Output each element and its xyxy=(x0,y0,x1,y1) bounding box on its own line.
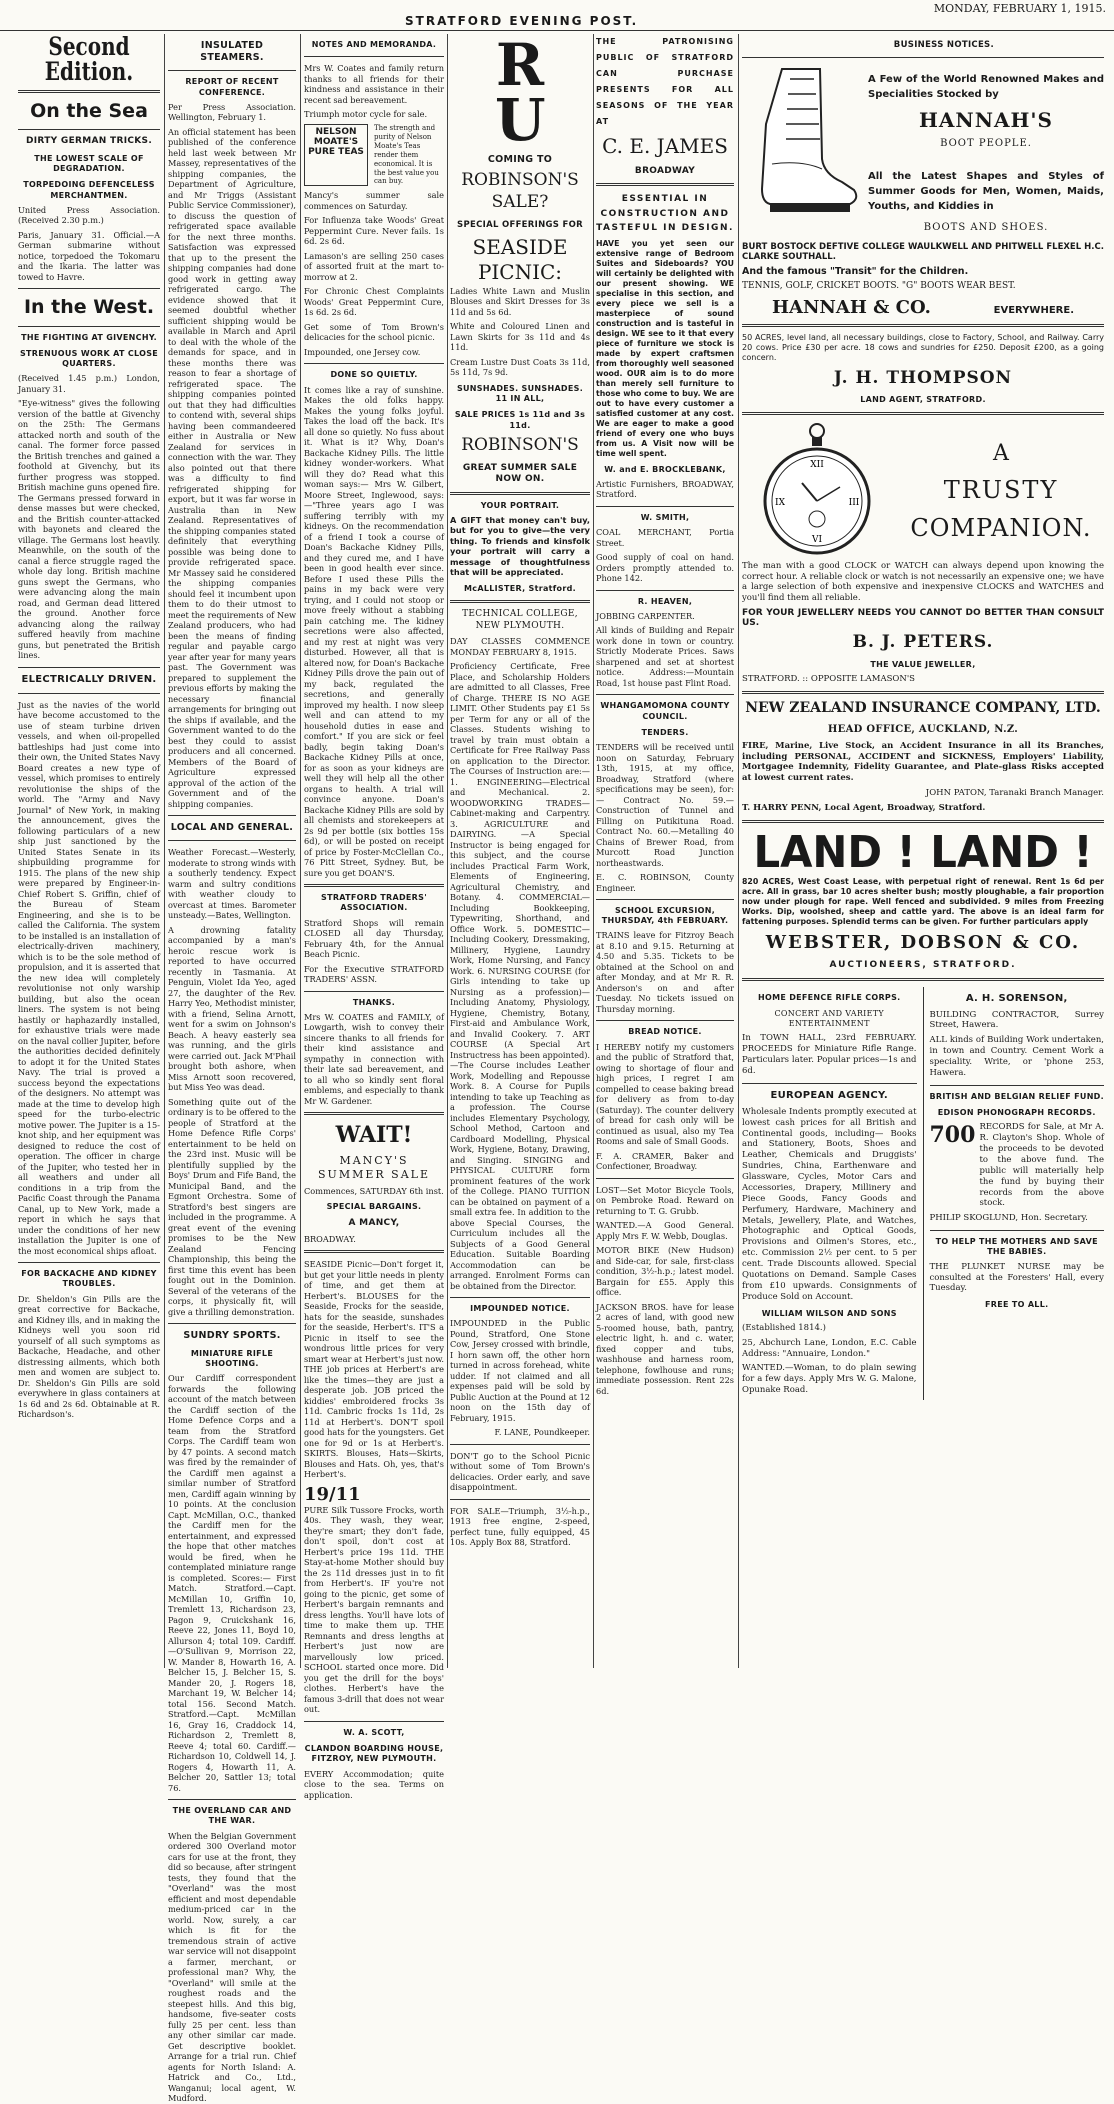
tech-body: Proficiency Certificate, Free Place, and Scholarship Holders are admitted to all Classes, Free of Charge. THERE IS NO AGE LIMIT. Other Students pay £1 5s per Term for any or all of the Classes. Students wishing to travel by train must obtain a Certificate for Free Railway Pass on application to the Director. The Courses of Instruction are:— 1. ENGINEERING—Electrical and Mechanical. 2. WOODWORKING TRADES—Cabinet-making and Carpentry. 3. AGRICULTURE and DAIRYING. —A Special Instructor is being engaged for this subject, and the course includes Practical Farm Work, Elements of Engineering, Agricultural Chemistry, and Botany. 4. COMMERCIAL—Including Bookkeeping, Typewriting, Shorthand, and Office Work. 5. DOMESTIC—Including Cookery, Dressmaking, Millinery, Hygiene, Laundry Work, Home Nursing, and Fancy Work. 6. NURSING COURSE (for Girls intending to take up Nursing as a profession)—Including Anatomy, Physiology, Hygiene, Chemistry, Botany, First-aid and Ambulance Work, and Invalid Cookery. 7. ART COURSE (A Special Art Instructress has been appointed).—The Course includes Leather Work, Modelling and Repousse Work. 8. A Course for Pupils intending to take up Teaching as a profession. The Course includes Elementary Psychology, School Method, Cartoon and Cardboard Modelling, Physical Work, Hygiene, Botany, Drawing, and Singing. SINGING and PHYSICAL CULTURE form prominent features of the work of the College. PIANO TUITION can be obtained on payment of a small extra fee. In addition to the above Special Courses, the Curriculum includes all the Subjects of a Good General Education. Suitable Boarding Accommodation can be arranged. Enrolment Forms can be obtained from the Director. xyxy=(450,661,590,1291)
skoglund: PHILIP SKOGLUND, Hon. Secretary. xyxy=(929,1213,1088,1224)
sorenson-sub: BUILDING CONTRACTOR, Surrey Street, Hawera. xyxy=(929,1009,1104,1031)
local-body-weather: Weather Forecast.—Westerly, moderate to strong winds with a southerly tendency. Expect warm and sultry conditions with weather cloudy to overcast at times. Barometer unsteady.—Bates, Wellington. xyxy=(168,847,296,921)
wait-heading: WAIT! xyxy=(335,1122,413,1149)
report-heading: REPORT OF RECENT CONFERENCE. xyxy=(185,77,279,97)
european-body: Wholesale Indents promptly executed at lowest cash prices for all British and Continental goods, including— Books and Stationery, Boots, Shoes and Leather, Chemicals and Druggists' Sundries, China, Earthenware and Glassware, Cycles, Motor Cars and Accessories, Drapery, Millinery and Piece Goods, Fancy Goods and Perfumery, Hardware, Machinery and Metals, Jewellery, Plate, and Watches, Photographic and Optical Goods, Provisions and Oilmen's Stores, etc., etc. Commission 2½ per cent. to 5 per cent. Trade Discounts allowed. Special Quotations on Demand. Sample Cases from £10 upwards. Consignments of Produce Sold on Account. xyxy=(742,1106,917,1302)
robinsons-title-2: ROBINSON'S xyxy=(461,434,579,455)
boot-brands: BURT BOSTOCK DEFTIVE COLLEGE WAULKWELL AND PHITWELL FLEXEL H.C. CLARKE SOUTHALL. xyxy=(742,242,1104,263)
hannah-footer xyxy=(772,297,1074,318)
torpedoing-heading: TORPEDOING DEFENCELESS MERCHANTMEN. xyxy=(23,180,155,200)
givenchy-heading: THE FIGHTING AT GIVENCHY. xyxy=(21,332,157,342)
sale-prices: SALE PRICES 1s 11d and 3s 11d. xyxy=(454,410,586,430)
impound-heading: IMPOUNDED NOTICE. xyxy=(470,1304,570,1314)
masthead-date: MONDAY, FEBRUARY 1, 1915. xyxy=(933,2,1106,15)
heaven-name: R. HEAVEN, xyxy=(637,596,693,606)
nzi-office: HEAD OFFICE, AUCKLAND, N.Z. xyxy=(827,723,1019,735)
patron-text: THE PATRONISING PUBLIC OF STRATFORD CAN PURCHASE PRESENTS FOR ALL SEASONS OF THE YEAR AT xyxy=(596,37,734,126)
land-body: 820 ACRES, West Coast Lease, with perpetual right of renewal. Rent 1s 6d per acre. All in grass, bar 10 acres shelter bush; mostly ploughable, a fair proportion now under plough for rape. Well fenced and subdivided. 9 miles from Freezing Works. Dip, woolshed, sheep and cattle yard. The above is an ideal farm for fattening purposes. Splendid terms can be given. For further particulars apply xyxy=(742,877,1104,927)
tennis-line: TENNIS, GOLF, CRICKET BOOTS. "G" BOOTS WEAR BEST. xyxy=(742,281,1016,292)
mcallister: McALLISTER, Stratford. xyxy=(464,583,576,593)
wanted-woman-ad: WANTED.—Woman, to do plain sewing for a few days. Apply Mrs W. G. Malone, Opunake Road. xyxy=(742,1363,917,1396)
overland-heading: THE OVERLAND CAR AND THE WAR. xyxy=(172,1806,292,1826)
nelson-brand: NELSON MOATE'S PURE TEAS xyxy=(304,124,368,187)
business-heading: BUSINESS NOTICES. xyxy=(893,40,994,50)
brocklebank-name: W. and E. BROCKLEBANK, xyxy=(604,464,726,474)
tenders-sign: E. C. ROBINSON, County Engineer. xyxy=(596,872,734,893)
boot-icon xyxy=(742,64,862,234)
trusty-text xyxy=(898,421,1104,561)
bread-heading: BREAD NOTICE. xyxy=(628,1027,702,1037)
price-19-11: 19/11 xyxy=(304,1483,361,1505)
overland-body: When the Belgian Government ordered 300 Overland motor cars for use at the front, they did so because, after stringent tests, they found that the "Overland" was the most efficient and most dependable medium-priced car in the world. Now, surely, a car which is fit for the tremendous strain of active war service will not disappoint a farmer, merchant, or professional man? Why, the "Overland" will smile at the roughest roads and the steepest hills. And this big, handsome, five-seater costs fully 25 per cent. less than any other similar car made. Get descriptive booklet. Arrange for a trial run. Chief agents for North Island: A. Hatrick and Co., Ltd., Wanganui; local agent, W. Mudford. xyxy=(168,1830,296,2104)
hannah-boot-people: BOOT PEOPLE. xyxy=(940,137,1032,149)
strenuous-heading: STRENUOUS WORK AT CLOSE QUARTERS. xyxy=(19,348,159,369)
ladies-blouses: Ladies White Lawn and Muslin Blouses and Skirt Dresses for 3s 11d and 5s 6d. xyxy=(450,285,590,317)
column-6 xyxy=(742,34,1104,1668)
jackson-ad: JACKSON BROS. have for lease 2 acres of land, with good new 5-roomed house, bath, pantry, electric light, h. and c. water, fixed copper and tubs, washhouse and harness room, telephone, fowlhouse and runs; immediate possession. Rent 22s 6d. xyxy=(596,1301,734,1396)
portrait-heading: YOUR PORTRAIT. xyxy=(480,500,560,510)
plunket-body: THE PLUNKET NURSE may be consulted at the Foresters' Hall, every Tuesday. xyxy=(929,1261,1104,1294)
wilson-address: 25, Abchurch Lane, London, E.C. Cable Address: "Annuaire, London." xyxy=(742,1337,917,1359)
mancy-title: MANCY'S SUMMER SALE xyxy=(318,1153,430,1181)
rifle-body: Our Cardiff correspondent forwards the following account of the match between the Cardiff section of the Home Defence Corps and a team from the Stratford Corps. The Cardiff team won by 47 points. A second match was fired by the remainder of the Cardiff men against a similar number of Stratford men, Cardiff again winning by 10 points. At the conclusion Capt. McMillan, O.C., thanked the Cardiff men for the entertainment, and expressed the hope that other matches would be fired, when he contemplated miniature range is completed. Scores:— First Match. Stratford.—Capt. McMillan 10, Griffin 10, Tremlett 13, Richardson 23, Pagon 9, Cruickshank 16, Reeve 22, Jones 11, Boyd 10, Allurson 4; total 109. Cardiff.—O'Sullivan 9, Morrison 22, W. Mander 8, Howarth 16, A. Belcher 15, J. Belcher 15, S. Mander 20, J. Rogers 18, Marchant 19, W. Belcher 14; total 156. Second Match. Stratford.—Capt. McMillan 16, Gray 16, Craddock 14, Richardson 2, Tremlett 8, Reeve 4; total 60. Cardiff.—Richardson 10, Coldwell 14, J. Rogers 4, Howarth 11, A. Belcher 20, Sattler 13; total 76. xyxy=(168,1373,296,1793)
bread-sign: F. A. CRAMER, Baker and Confectioner, Broadway. xyxy=(596,1150,734,1172)
notes-chest: For Chronic Chest Complaints Woods' Great Peppermint Cure, 1s 6d. 2s 6d. xyxy=(304,286,444,318)
concert-heading: CONCERT AND VARIETY ENTERTAINMENT xyxy=(774,1009,884,1029)
sundry-heading: SUNDRY SPORTS. xyxy=(183,1330,281,1342)
picnic-title: PICNIC: xyxy=(477,260,563,285)
scott-name: W. A. SCOTT, xyxy=(343,1727,405,1737)
masthead-title: STRATFORD EVENING POST. xyxy=(405,14,639,28)
sorenson-name: A. H. SORENSON, xyxy=(965,992,1068,1004)
traders-sign: For the Executive STRATFORD TRADERS' ASSN. xyxy=(304,963,444,985)
bread-body: I HEREBY notify my customers and the public of Stratford that, owing to shortage of flour and high prices, I regret I am compelled to cease baking bread for delivery as from to-day (Saturday). The counter delivery of bread for cash only will be continued as usual, also my Tea Rooms and sale of Small Goods. xyxy=(596,1041,734,1147)
companion-title: COMPANION. xyxy=(910,513,1092,542)
free-to-all: FREE TO ALL. xyxy=(985,1300,1049,1310)
ru-letters: R U xyxy=(495,31,546,155)
done-quietly-heading: DONE SO QUIETLY. xyxy=(330,370,418,380)
hannah-ad xyxy=(742,64,1104,243)
tenders-body: TENDERS will be received until noon on Saturday, February 13th, 1915, at my office, Broadway, Stratford (where specifications may be seen), for:— Contract No. 59.—Construction of Tunnel and Filling on Putikituna Road. Contract No. 60.—Metalling 40 Chains of Brewer Road, from Murcott Road Junction northeastwards. xyxy=(596,742,734,868)
electric-body: Just as the navies of the world have become accustomed to the use of steam turbine driven vessels, and when oil-propelled battleships had just come into their own, the United States Navy Board creates a new type of vessel, which promises to entirely revolutionise the ships of the world. The "Army and Navy Journal" of New York, in making the announcement, gives the following particulars of a new ship just sanctioned by the United States Senate in its shipbuilding programme for 1915. The plans of the new ship were prepared by Engineer-in-Chief Robert S. Griffin, chief of the Bureau of Steam Engineering, and she is to be called the California. The system to be installed is an installation of electrically-driven machinery, which is to be the sole method of propulsion, and it is asserted that the new idea will completely revolutionise not only warship building, but also the ocean liners. The system is not being hastily or haphazardly installed, for exhaustive trials were made on the naval collier Jupiter, before the authorities decided definitely to adopt it for the United States Navy. The trial is proved a success beyond the expectations of the designers. No attempt was made at the time to develop high speed for the turbo-electric motive power. The Jupiter is a 15-knot ship, and her equipment was designed to reduce the cost of operation. The officer in charge of the Jupiter, who tested her in all weathers and under all conditions in a trip from the Pacific Coast through the Panama Canal, up to New York, made a report in which he says that under the conditions of her new installation the Jupiter is one of the most economical ships afloat. xyxy=(18,699,161,1256)
scott-house: CLANDON BOARDING HOUSE, FITZROY, NEW PLYMOUTH. xyxy=(304,1744,444,1764)
wilson-name: WILLIAM WILSON AND SONS xyxy=(761,1308,897,1318)
thompson-name: J. H. THOMPSON xyxy=(833,367,1013,388)
notes-tombrown: Get some of Tom Brown's delicacies for the school picnic. xyxy=(304,321,444,343)
wilson-sub: (Established 1814.) xyxy=(742,1322,826,1333)
traders-body: Stratford Shops will remain CLOSED all day Thursday, February 4th, for the Annual Beach Picnic. xyxy=(304,917,444,960)
sea-body: Paris, January 31. Official.—A German submarine without notice, torpedoed the Tokomaru and the Ikaria. The latter was towed to Havre. xyxy=(18,229,160,282)
linen-skirts: White and Coloured Linen and Lawn Skirts for 3s 11d and 4s 11d. xyxy=(450,321,590,353)
hannah-boot-image xyxy=(742,64,862,243)
land-heading: LAND ! LAND ! xyxy=(753,826,1093,878)
tech-heading: TECHNICAL COLLEGE, NEW PLYMOUTH. xyxy=(462,609,578,631)
james-broadway: BROADWAY xyxy=(634,165,696,176)
bottom-left-ads xyxy=(742,987,924,1400)
tech-sub: DAY CLASSES COMMENCE MONDAY FEBRUARY 8, 1915. xyxy=(450,636,590,657)
electric-heading: ELECTRICALLY DRIVEN. xyxy=(21,673,157,685)
essential-heading: ESSENTIAL IN CONSTRUCTION AND TASTEFUL IN DESIGN. xyxy=(596,194,734,233)
column-1 xyxy=(18,34,160,1668)
concert-body: In TOWN HALL, 23rd FEBRUARY. PROCEEDS for Miniature Rifle Range. Particulars later. Popular prices—1s and 6d. xyxy=(742,1033,917,1077)
tenders-heading: TENDERS. xyxy=(641,727,689,737)
masthead xyxy=(0,0,1114,30)
nzi-body: FIRE, Marine, Live Stock, an Accident Insurance in all its Branches, including PERSONAL, ACCIDENT and SICKNESS, Employers' Liability, Mortgagee Indemnity, Fidelity Guarantee, and Plate-glass Risks accepted at lowest current rates. xyxy=(742,740,1104,784)
babies-heading: TO HELP THE MOTHERS AND SAVE THE BABIES. xyxy=(935,1237,1098,1257)
svg-text:VI: VI xyxy=(811,534,823,545)
column-5 xyxy=(596,34,734,1668)
impound-sign: F. LANE, Poundkeeper. xyxy=(494,1427,590,1438)
mancy-name: A MANCY, xyxy=(348,1218,400,1229)
heaven-body: All kinds of Building and Repair work done in town or country. Strictly Moderate Prices. Saws sharpened and set at shortest notice. Address:—Mountain Road, 1st house past Flint Road. xyxy=(596,625,734,688)
column-divider xyxy=(738,34,739,1668)
west-source: (Received 1.45 p.m.) London, January 31. xyxy=(18,373,160,394)
masthead-rule xyxy=(0,30,1114,31)
svg-text:III: III xyxy=(848,497,860,508)
tombrown-ad: DON'T go to the School Picnic without some of Tom Brown's delicacies. Order early, and save disappointment. xyxy=(450,1450,590,1493)
transit-line: And the famous "Transit" for the Children. xyxy=(742,266,969,278)
notes-cow: Impounded, one Jersey cow. xyxy=(304,346,421,357)
column-4 xyxy=(450,31,590,1668)
backache-heading: FOR BACKACHE AND KIDNEY TROUBLES. xyxy=(21,1269,157,1289)
notes-coates: Mrs W. Coates and family return thanks to all friends for their kindness and assistance in their recent sad bereavement. xyxy=(304,63,444,105)
sunshades: SUNSHADES. SUNSHADES. 11 IN ALL, xyxy=(456,383,584,404)
bottom-right-ads xyxy=(930,987,1105,1400)
notes-lamason: Lamason's are selling 250 cases of assorted fruit at the mart to-morrow at 2. xyxy=(304,250,444,282)
backache-body: Dr. Sheldon's Gin Pills are the great corrective for Backache, and Kidney ills, and in making the Kidneys well you soon rid yourself of all such symptoms as Backache, Headache, and other distressing ailments, which both men and women are subject to. Dr. Sheldon's Gin Pills are sold everywhere in glass containers at 1s 6d and 2s 6d. Obtainable at R. Richardson's. xyxy=(18,1293,160,1420)
records-700: 700 xyxy=(929,1122,976,1149)
smith-name: W. SMITH, xyxy=(640,512,690,522)
wcc-heading: WHANGAMOMONA COUNTY COUNCIL. xyxy=(600,701,730,721)
hannah-boots-shoes: BOOTS AND SHOES. xyxy=(923,221,1049,233)
mancy-special: SPECIAL BARGAINS. xyxy=(326,1202,422,1212)
thompson-sub: LAND AGENT, STRATFORD. xyxy=(860,395,986,405)
nelson-text: The strength and purity of Nelson Moate's Teas render them economical. It is the best value you can buy. xyxy=(374,123,439,186)
bottom-ads xyxy=(742,987,1104,1400)
smith-body: Good supply of coal on hand. Orders promptly attended to. Phone 142. xyxy=(596,552,734,584)
nzi-heading: NEW ZEALAND INSURANCE COMPANY, LTD. xyxy=(745,700,1101,717)
column-3 xyxy=(304,34,444,1800)
thanks-heading: THANKS. xyxy=(352,997,396,1007)
seaside-title: SEASIDE xyxy=(472,234,568,259)
smith-sub: COAL MERCHANT, Portia Street. xyxy=(596,527,734,548)
herbert-body: SEASIDE Picnic—Don't forget it, but get your little needs in plenty of time, and get them at Herbert's. BLOUSES for the Seaside, Frocks for the seaside, hats for the seaside, sunshades for the seaside, Herbert's. IT'S a Picnic in itself to see the wondrous little prices for very smart wear at Herbert's just now. THE job prices at Herbert's are like the times—they are just a desperate job. JOB priced the kiddies' embroidered frocks 3s 11d. Cambric frocks 1s 11d, 2s 11d at Herbert's. DON'T spoil good hats for the youngsters. Get one for 9d or 1s at Herbert's. SKIRTS. Blouses, Hats—Skirts, Blouses and Hats. Oh, yes, that's Herbert's. xyxy=(304,1259,444,1480)
notes-triumph: Triumph motor cycle for sale. xyxy=(304,109,428,120)
impound-body: IMPOUNDED in the Public Pound, Stratford, One Stone Cow, Jersey crossed with brindle, I horn sawn off, the other horn turned in across forehead, white udder. If not claimed and all expenses paid will be sold by Public Auction at the Pound at 12 noon on the 15th day of February, 1915. xyxy=(450,1318,590,1423)
lowest-scale-heading: THE LOWEST SCALE OF DEGRADATION. xyxy=(34,153,144,174)
column-2 xyxy=(168,34,296,2104)
sea-heading: On the Sea xyxy=(30,100,148,122)
school-body: TRAINS leave for Fitzroy Beach at 8.10 and 9.15. Returning at 4.50 and 5.35. Tickets to be obtained at the School on and after Monday, and at Mr R. R. Anderson's on and after Tuesday. No tickets issued on Thursday morning. xyxy=(596,930,734,1014)
portrait-body: A GIFT that money can't buy, but for you to give—the very thing. To friends and kinsfolk your portrait will carry a message of thoughtfulness that will be appreciated. xyxy=(450,514,590,578)
sea-source: United Press Association. (Received 2.30 p.m.) xyxy=(18,204,160,226)
peters-name: B. J. PETERS. xyxy=(852,632,994,653)
peters-sub: THE VALUE JEWELLER, xyxy=(870,659,976,669)
column-divider xyxy=(447,34,448,1668)
notes-mancy: Mancy's summer sale commences on Saturday. xyxy=(304,190,444,211)
trusty-companion-ad xyxy=(742,421,1104,561)
hannah-text xyxy=(868,64,1104,243)
trusty-a: A xyxy=(993,440,1009,466)
bedroom-body: HAVE you yet seen our extensive range of Bedroom Suites and Sideboards? YOU will certainly be delighted with our present showing. WE specialise in this section, and every piece we sell is a masterpiece of sound construction and is tasteful in design. WE see to it that every piece of furniture we stock is made by expert craftsmen from thoroughly well seasoned wood. OUR aim is to do more than merely sell furniture to those who come to buy. We are out to have every customer a satisfied customer at any cost. We are eager to make a good friend of every one who buys from us. A Visit now will be time well spent. xyxy=(596,239,734,458)
peters-address: STRATFORD. :: OPPOSITE LAMASON'S xyxy=(742,674,915,685)
local-body-rifle: Something quite out of the ordinary is to be offered to the people of Stratford at the Home Defence Rifle Corps' entertainment to be held on the 23rd inst. Music will be plentifully supplied by the Boys' Drum and Fife Band, the Municipal Band, and the Egmont Orchestra. Some of Stratford's best singers are included in the programme. A great event of the evening promises to be the New Zealand Fencing Championship, this being the first time this event has been fought out in the Dominion. Several of the veterans of the corps, it physically fit, will give a thrilling demonstration. xyxy=(168,1096,296,1317)
herbert-body-2: PURE Silk Tussore Frocks, worth 40s. They wash, they wear, they're smart; they don't fade, don't spoil, don't cost at Herbert's price 19s 11d. THE Stay-at-home Mother should buy the 2s 11d dresses just in to fit from Herbert's. IF you're not going to the picnic, get some of Herbert's bargain remnants and dress lengths. You'll have lots of time to make them up. THE Remnants and dress lengths at Herbert's just now are marvellously low priced. SCHOOL started once more. Did you get the drill for the boys' clothes. Herbert's have the famous 3-drill that does not wear out. xyxy=(304,1504,444,1715)
rifle-corps-heading: HOME DEFENCE RIFLE CORPS. xyxy=(757,992,901,1002)
belgian-heading: BRITISH AND BELGIAN RELIEF FUND. xyxy=(929,1091,1104,1101)
svg-text:XII: XII xyxy=(810,459,824,470)
special-offerings: SPECIAL OFFERINGS FOR xyxy=(457,219,583,230)
nzi-paton: JOHN PATON, Taranaki Branch Manager. xyxy=(925,788,1104,799)
hannah-everywhere: EVERYWHERE. xyxy=(993,304,1074,316)
dust-coats: Cream Lustre Dust Coats 3s 11d, 5s 11d, 7s 9d. xyxy=(450,356,590,378)
watch-image xyxy=(742,421,892,561)
hannah-co: HANNAH & CO. xyxy=(772,296,931,318)
scott-body: EVERY Accommodation; quite close to the sea. Terms on application. xyxy=(304,1768,444,1800)
edison-heading: EDISON PHONOGRAPH RECORDS. xyxy=(937,1108,1096,1118)
school-heading: SCHOOL EXCURSION, THURSDAY, 4th FEBRUARY. xyxy=(601,906,729,926)
sale-question: SALE? xyxy=(491,192,549,213)
local-body-drowning: A drowning fatality accompanied by a man's heroic rescue work is reported to have occurred recently in Tasmania. At Penguin, Violet Ida Yeo, aged 27, the daughter of the Rev. Harry Yeo, Methodist minister, with a friend, Selina Arnott, went for a swim on Johnson's Beach. A heavy easterly sea was running, and the girls were carried out. Jack M'Phail brought both ashore, when Miss Arnott soon recovered, but Miss Yeo was dead. xyxy=(168,924,296,1093)
motorbike-ad: MOTOR BIKE (New Hudson) and Side-car, for sale, first-class condition, 3½-h.p.; latest model. Bargain for £55. Apply this office. xyxy=(596,1245,734,1298)
done-quietly-body: It comes like a ray of sunshine. Makes the old folks happy. Makes the young folks joyful. Takes the load off the back. It's all done so quietly. No fuss about it. What is it? Why, Doan's Backache Kidney Pills. The little kidney wonder-workers. What will they do? Read what this woman says:— Mrs W. Gilbert, Moore Street, Inglewood, says:—"Three years ago I was suffering terribly with my kidneys. On the recommendation of a friend I took a course of Doan's Backache Kidney Pills, and they cured me, and I have been in good health ever since. Before I used these Pills the pains in my back were very trying, and I could not stoop or move freely without a stabbing pain catching me. The kidney secretions were also affected, and my rest at night was very disturbed. However, all that is altered now, for Doan's Backache Kidney Pills drove the pain out of my back, regulated the secretions, and generally improved my health. I now sleep well and can attend to my household duties in ease and comfort." If you are sick or feel badly, begin taking Doan's Backache Kidney Pills at once, for as soon as your kidneys are well they will help all the other organs to health. A trial will convince anyone. Doan's Backache Kidney Pills are sold by all chemists and storekeepers at 2s 9d per bottle (six bottles 15s 6d), or will be posted on receipt of price by Foster-McClellan Co., 76 Pitt Street, Sydney. But, be sure you get DOAN'S. xyxy=(304,384,444,878)
sorenson-body: ALL kinds of Building Work undertaken, in town and Country. Cement Work a speciality. Write, or 'phone 253, Hawera. xyxy=(929,1035,1104,1078)
dirty-tricks-heading: DIRTY GERMAN TRICKS. xyxy=(25,136,153,147)
mancy-address: BROADWAY. xyxy=(304,1233,356,1244)
notes-influenza: For Influenza take Woods' Great Peppermint Cure. Never fails. 1s 6d. 2s 6d. xyxy=(304,215,444,247)
svg-text:IX: IX xyxy=(775,497,785,508)
column-divider xyxy=(593,34,594,1668)
thanks-body: Mrs W. COATES and FAMILY, of Lowgarth, wish to convey their sincere thanks to all friends for their kind assistance and sympathy in connection with their late sad bereavement, and to all who so kindly sent floral emblems, and especially to thank Mr W. Gardener. xyxy=(304,1011,444,1106)
watch-body: The man with a good CLOCK or WATCH can always depend upon knowing the correct hour. A reliable clock or watch is not necessarily an expensive one; we have a large selection of both expensive and inexpensive CLOCKS and WATCHES and you'll find them all reliable. xyxy=(742,560,1104,604)
notes-heading: NOTES AND MEMORANDA. xyxy=(311,40,437,49)
insulated-body: An official statement has been published of the conference held last week between Mr Massey, representatives of the shipping companies, the Department of Agriculture, and Mr Triggs (Assistant Public Service Commissioner), to discuss the question of refrigerated space available for the next three months. Satisfaction was expressed that up to the present the shipping companies had done good work in getting away refrigerated cargo. The evidence showed that it seemed doubtful whether sufficient shipping would be available in March and April to deal with the whole of the demands for space, and in these months there was reason to fear a shortage of refrigerated space. The shipping companies pointed out that they had difficulties to contend with, several ships having been commandeered either in Australia or New Zealand for services in connection with the war. They also pointed out that there was a difficulty to find refrigerated shipping for export, but it was far worse in Australia than in New Zealand. Representatives of the shipping companies stated definitely that everything possible was being done to provide refrigerated space. Mr Massey said he considered the shipping companies should feel it incumbent upon them to do their utmost to meet the requirements of New Zealand producers, who had been the means of finding regular and payable cargo year after year for many years past. The Government was prepared to supplement the previous efforts by making the necessary financial arrangements for bringing out the ships if available, and the Government wanted to do the best they could to assist producers and all concerned. Members of the Board of Agriculture expressed approval of the action of the Government and of the shipping companies. xyxy=(168,126,296,809)
nelson-ad xyxy=(304,124,444,187)
great-summer-sale: GREAT SUMMER SALE NOW ON. xyxy=(462,462,578,485)
wanted-general-ad: WANTED.—A Good General. Apply Mrs F. W. Webb, Douglas. xyxy=(596,1220,734,1241)
heaven-sub: JOBBING CARPENTER. xyxy=(596,610,695,621)
lost-ad: LOST—Set Motor Bicycle Tools, on Pembroke Road. Reward on returning to T. G. Grubb. xyxy=(596,1184,734,1216)
west-heading: In the West. xyxy=(23,296,155,319)
miniature-rifle-heading: MINIATURE RIFLE SHOOTING. xyxy=(190,1348,274,1368)
edison-body: RECORDS for Sale, at Mr A. R. Clayton's Shop. Whole of the proceeds to be devoted to the above fund. The public will materially help the fund by buying their records from the above stock. xyxy=(979,1122,1104,1209)
second-edition-title: Second Edition. xyxy=(44,32,134,86)
european-heading: EUROPEAN AGENCY. xyxy=(770,1089,889,1101)
pocket-watch-icon xyxy=(762,421,872,561)
hannah-shapes: All the Latest Shapes and Styles of Summer Goods for Men, Women, Maids, Youths, and Kiddies in xyxy=(868,170,1104,212)
traders-heading: STRATFORD TRADERS' ASSOCIATION. xyxy=(321,893,427,913)
column-divider xyxy=(164,34,165,1668)
west-body: "Eye-witness" gives the following version of the battle at Givenchy on the 25th: The Germans attacked north and south of the canal. The former force passed the British trenches and gained a foothold at Givenchy, but its further progress was stopped. British machine guns opened fire. The Germans pressed forward in dense masses but were checked, and the British counter-attacked with bayonets and cleared the village. The Germans lost heavily. Meanwhile, on the south of the canal a fierce struggle raged the whole day long. British machine guns swept the Germans, who were advancing along the main road, and German dead littered the ground. Another force advancing along the railway suffered heavily from machine guns, but penetrated the British lines. xyxy=(18,398,160,661)
mancy-when: Commences, SATURDAY 6th inst. xyxy=(304,1185,444,1196)
edison-ad xyxy=(930,1122,1105,1213)
insulated-source: Per Press Association. Wellington, February 1. xyxy=(168,101,296,123)
insulated-heading: INSULATED STEAMERS. xyxy=(200,40,264,64)
hannah-title: HANNAH'S xyxy=(919,107,1053,132)
james-name: C. E. JAMES xyxy=(602,134,728,158)
thompson-body: 50 ACRES, level land, all necessary buildings, close to Factory, School, and Railway. Carry 20 cows. Price £30 per acre. 18 cows and sundries for £250. Deposit £200, as a going concern. xyxy=(742,332,1104,363)
webster-name: WEBSTER, DOBSON & CO. xyxy=(765,932,1081,954)
hannah-intro: A Few of the World Renowned Makes and Specialities Stocked by xyxy=(868,73,1104,100)
column-divider xyxy=(300,34,301,1668)
triumph-ad: FOR SALE—Triumph, 3½-h.p., 1913 free engine, 2-speed, perfect tune, fully equipped, 45 10s. Apply Box 88, Stratford. xyxy=(450,1505,590,1548)
auctioneers: AUCTIONEERS, STRATFORD. xyxy=(829,960,1017,971)
trusty-title: TRUSTY xyxy=(943,475,1059,504)
robinsons-title: ROBINSON'S xyxy=(461,170,579,191)
brocklebank-sub: Artistic Furnishers, BROADWAY, Stratford. xyxy=(596,478,734,500)
local-heading: LOCAL AND GENERAL. xyxy=(170,822,294,834)
jewellery-line: FOR YOUR JEWELLERY NEEDS YOU CANNOT DO BETTER THAN CONSULT US. xyxy=(742,608,1104,629)
coming-to: COMING TO xyxy=(487,154,553,166)
nzi-penn: T. HARRY PENN, Local Agent, Broadway, Stratford. xyxy=(742,803,986,814)
